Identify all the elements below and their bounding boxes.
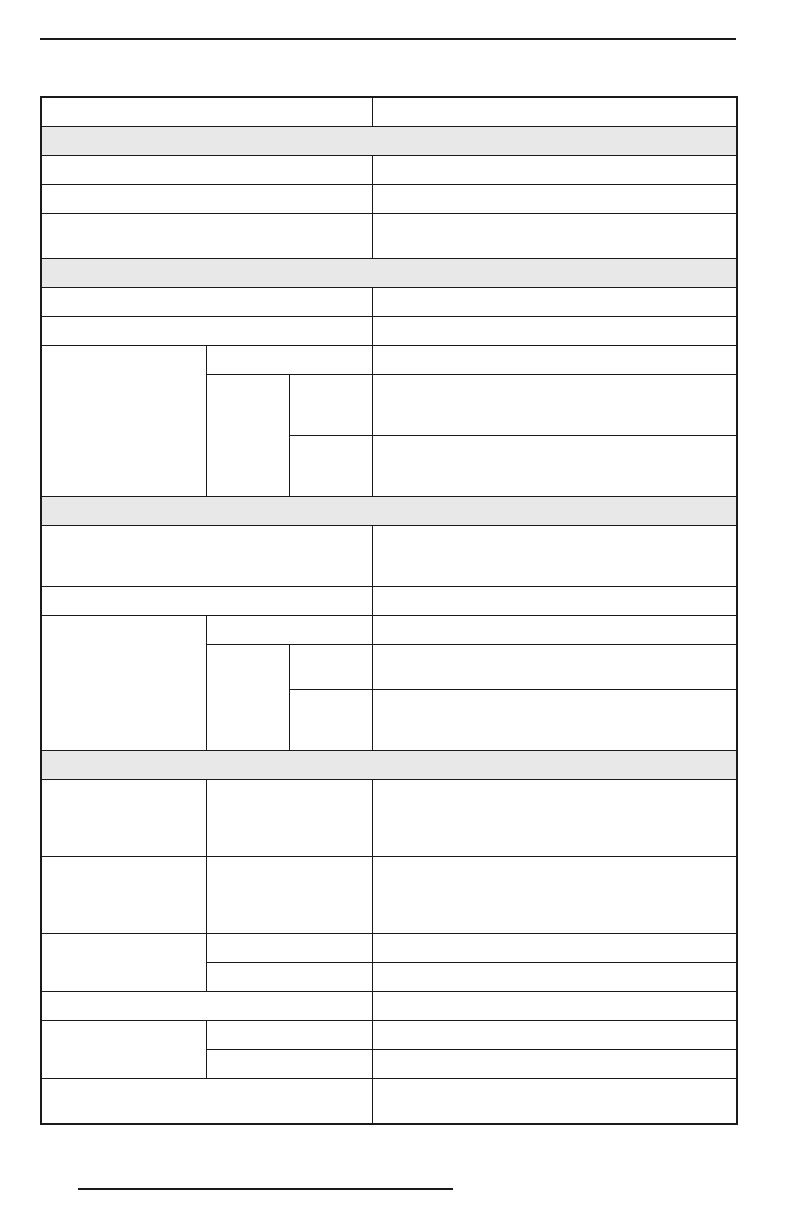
- row-group-label: [41, 346, 206, 497]
- row-value: [372, 616, 737, 645]
- section-row: [41, 497, 737, 526]
- section-title: [41, 259, 737, 288]
- row-sub-label: [206, 963, 372, 992]
- footer-rule: [78, 1188, 453, 1190]
- table-row: [41, 616, 737, 645]
- row-value: [372, 587, 737, 616]
- row-sub-label: [206, 1021, 372, 1050]
- row-sub-label: [206, 780, 372, 857]
- row-label: [41, 526, 372, 587]
- row-group-label: [41, 780, 206, 857]
- row-group-label: [41, 934, 206, 992]
- table-row: [41, 156, 737, 185]
- row-value: [372, 645, 737, 690]
- table-row: [41, 934, 737, 963]
- row-value: [372, 857, 737, 934]
- row-value: [372, 288, 737, 317]
- table-row: [41, 1021, 737, 1050]
- table-row: [41, 185, 737, 214]
- row-sub-label: [206, 375, 289, 497]
- row-label: [41, 1079, 372, 1125]
- table-row: [41, 857, 737, 934]
- row-value: [372, 780, 737, 857]
- section-title: [41, 751, 737, 780]
- row-value: [372, 317, 737, 346]
- row-value: [372, 963, 737, 992]
- section-title: [41, 497, 737, 526]
- row-group-label: [41, 1021, 206, 1079]
- row-subsub-label: [289, 690, 372, 751]
- table-row: [41, 992, 737, 1021]
- row-group-label: [41, 857, 206, 934]
- row-subsub-label: [289, 375, 372, 436]
- row-value: [372, 690, 737, 751]
- row-label: [41, 185, 372, 214]
- header-cell-left: [41, 97, 372, 127]
- header-cell-right: [372, 97, 737, 127]
- row-group-label: [41, 616, 206, 751]
- row-label: [41, 214, 372, 259]
- row-value: [372, 214, 737, 259]
- table-row: [41, 1079, 737, 1125]
- section-row: [41, 259, 737, 288]
- row-sub-label: [206, 857, 372, 934]
- row-label: [41, 288, 372, 317]
- row-value: [372, 185, 737, 214]
- row-label: [41, 587, 372, 616]
- specification-table: [40, 96, 738, 1125]
- table-row: [41, 288, 737, 317]
- row-sub-label: [206, 346, 372, 375]
- row-label: [41, 992, 372, 1021]
- row-value: [372, 346, 737, 375]
- header-rule: [40, 38, 736, 40]
- table-row: [41, 214, 737, 259]
- row-value: [372, 934, 737, 963]
- row-value: [372, 1079, 737, 1125]
- row-sub-label: [206, 616, 372, 645]
- row-value: [372, 375, 737, 436]
- row-sub-label: [206, 934, 372, 963]
- table-row: [41, 780, 737, 857]
- row-value: [372, 526, 737, 587]
- table-row: [41, 346, 737, 375]
- row-value: [372, 1050, 737, 1079]
- table-header-row: [41, 97, 737, 127]
- row-label: [41, 156, 372, 185]
- row-subsub-label: [289, 645, 372, 690]
- row-value: [372, 1021, 737, 1050]
- section-title: [41, 127, 737, 156]
- section-row: [41, 751, 737, 780]
- row-sub-label: [206, 645, 289, 751]
- row-value: [372, 436, 737, 497]
- row-label: [41, 317, 372, 346]
- row-value: [372, 156, 737, 185]
- row-sub-label: [206, 1050, 372, 1079]
- table-row: [41, 317, 737, 346]
- table-row: [41, 587, 737, 616]
- row-subsub-label: [289, 436, 372, 497]
- section-row: [41, 127, 737, 156]
- table-row: [41, 526, 737, 587]
- row-value: [372, 992, 737, 1021]
